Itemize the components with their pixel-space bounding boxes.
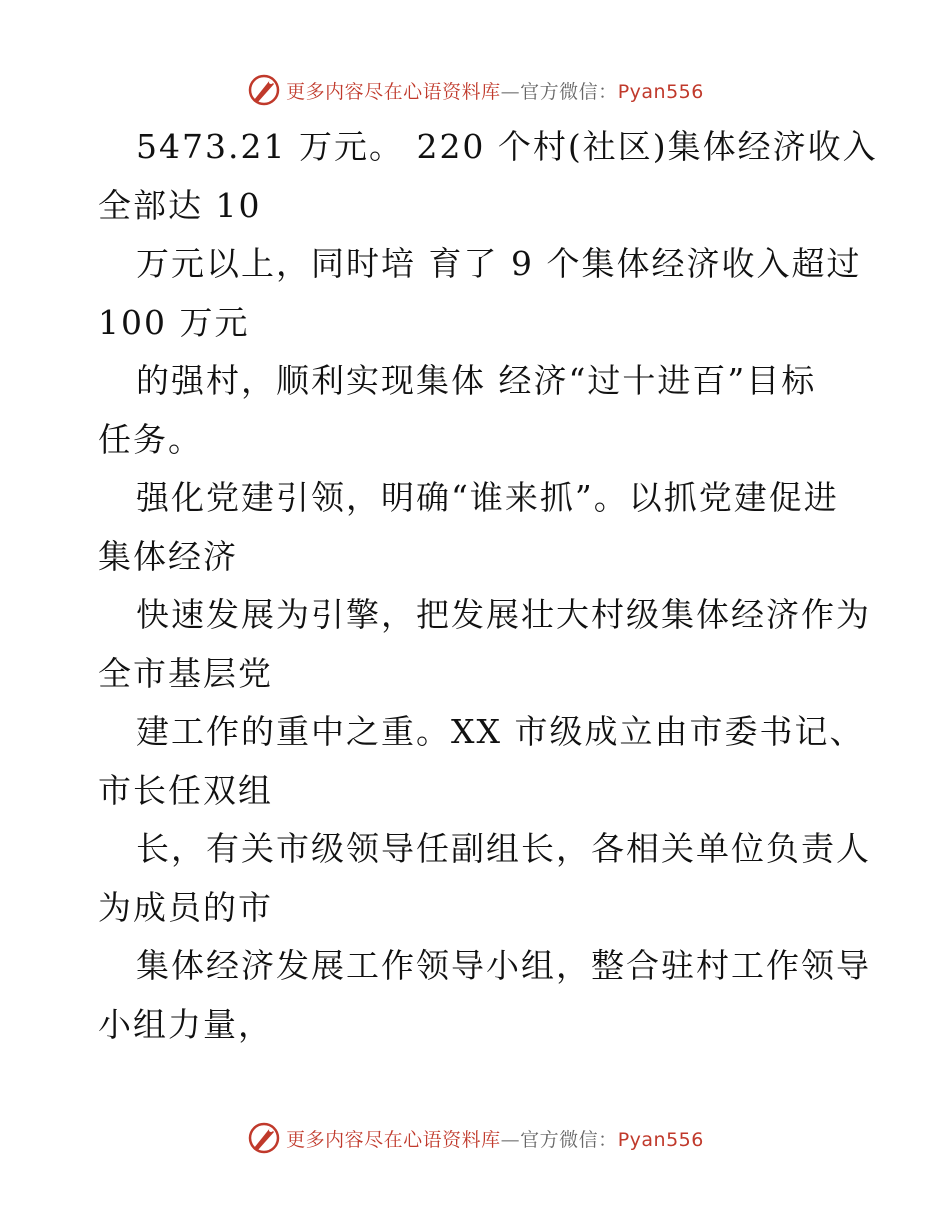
footer-dash: — bbox=[500, 1128, 521, 1151]
header-wechat-label: 官方微信： bbox=[520, 80, 618, 103]
footer-banner bbox=[0, 1118, 950, 1158]
body-line: 5473.21 万元。 220 个村(社区)集体经济收入 bbox=[136, 127, 878, 166]
document-body bbox=[98, 118, 878, 1054]
body-line: 长，有关市级领导任副组长，各相关单位负责人 bbox=[136, 829, 871, 868]
body-line: 集体经济 bbox=[98, 536, 238, 576]
body-line: 集体经济发展工作领导小组，整合驻村工作领导 bbox=[136, 946, 871, 985]
body-line: 任务。 bbox=[98, 419, 203, 459]
pen-logo-icon bbox=[246, 1120, 282, 1156]
header-text bbox=[286, 77, 704, 104]
body-line: 为成员的市 bbox=[98, 887, 273, 927]
footer-text bbox=[286, 1125, 704, 1152]
footer-site-text: 更多内容尽在心语资料库 bbox=[286, 1128, 501, 1151]
pen-logo-icon bbox=[246, 72, 282, 108]
body-line: 100 万元 bbox=[98, 302, 250, 342]
body-line: 强化党建引领，明确“谁来抓”。以抓党建促进 bbox=[136, 478, 839, 517]
footer-handle: Pyan556 bbox=[617, 1128, 704, 1151]
body-line: 的强村，顺利实现集体 经济“过十进百”目标 bbox=[136, 361, 817, 400]
body-line: 全部达 10 bbox=[98, 185, 262, 225]
header-site-text: 更多内容尽在心语资料库 bbox=[286, 80, 501, 103]
body-line: 建工作的重中之重。XX 市级成立由市委书记、 bbox=[136, 712, 865, 751]
header-banner bbox=[0, 70, 950, 110]
body-line: 万元以上，同时培 育了 9 个集体经济收入超过 bbox=[136, 244, 862, 283]
body-line: 小组力量， bbox=[98, 1004, 273, 1044]
footer-wechat-label: 官方微信： bbox=[520, 1128, 618, 1151]
body-line: 全市基层党 bbox=[98, 653, 273, 693]
header-handle: Pyan556 bbox=[617, 80, 704, 103]
body-line: 快速发展为引擎，把发展壮大村级集体经济作为 bbox=[136, 595, 871, 634]
body-line: 市长任双组 bbox=[98, 770, 273, 810]
header-dash: — bbox=[500, 80, 521, 103]
